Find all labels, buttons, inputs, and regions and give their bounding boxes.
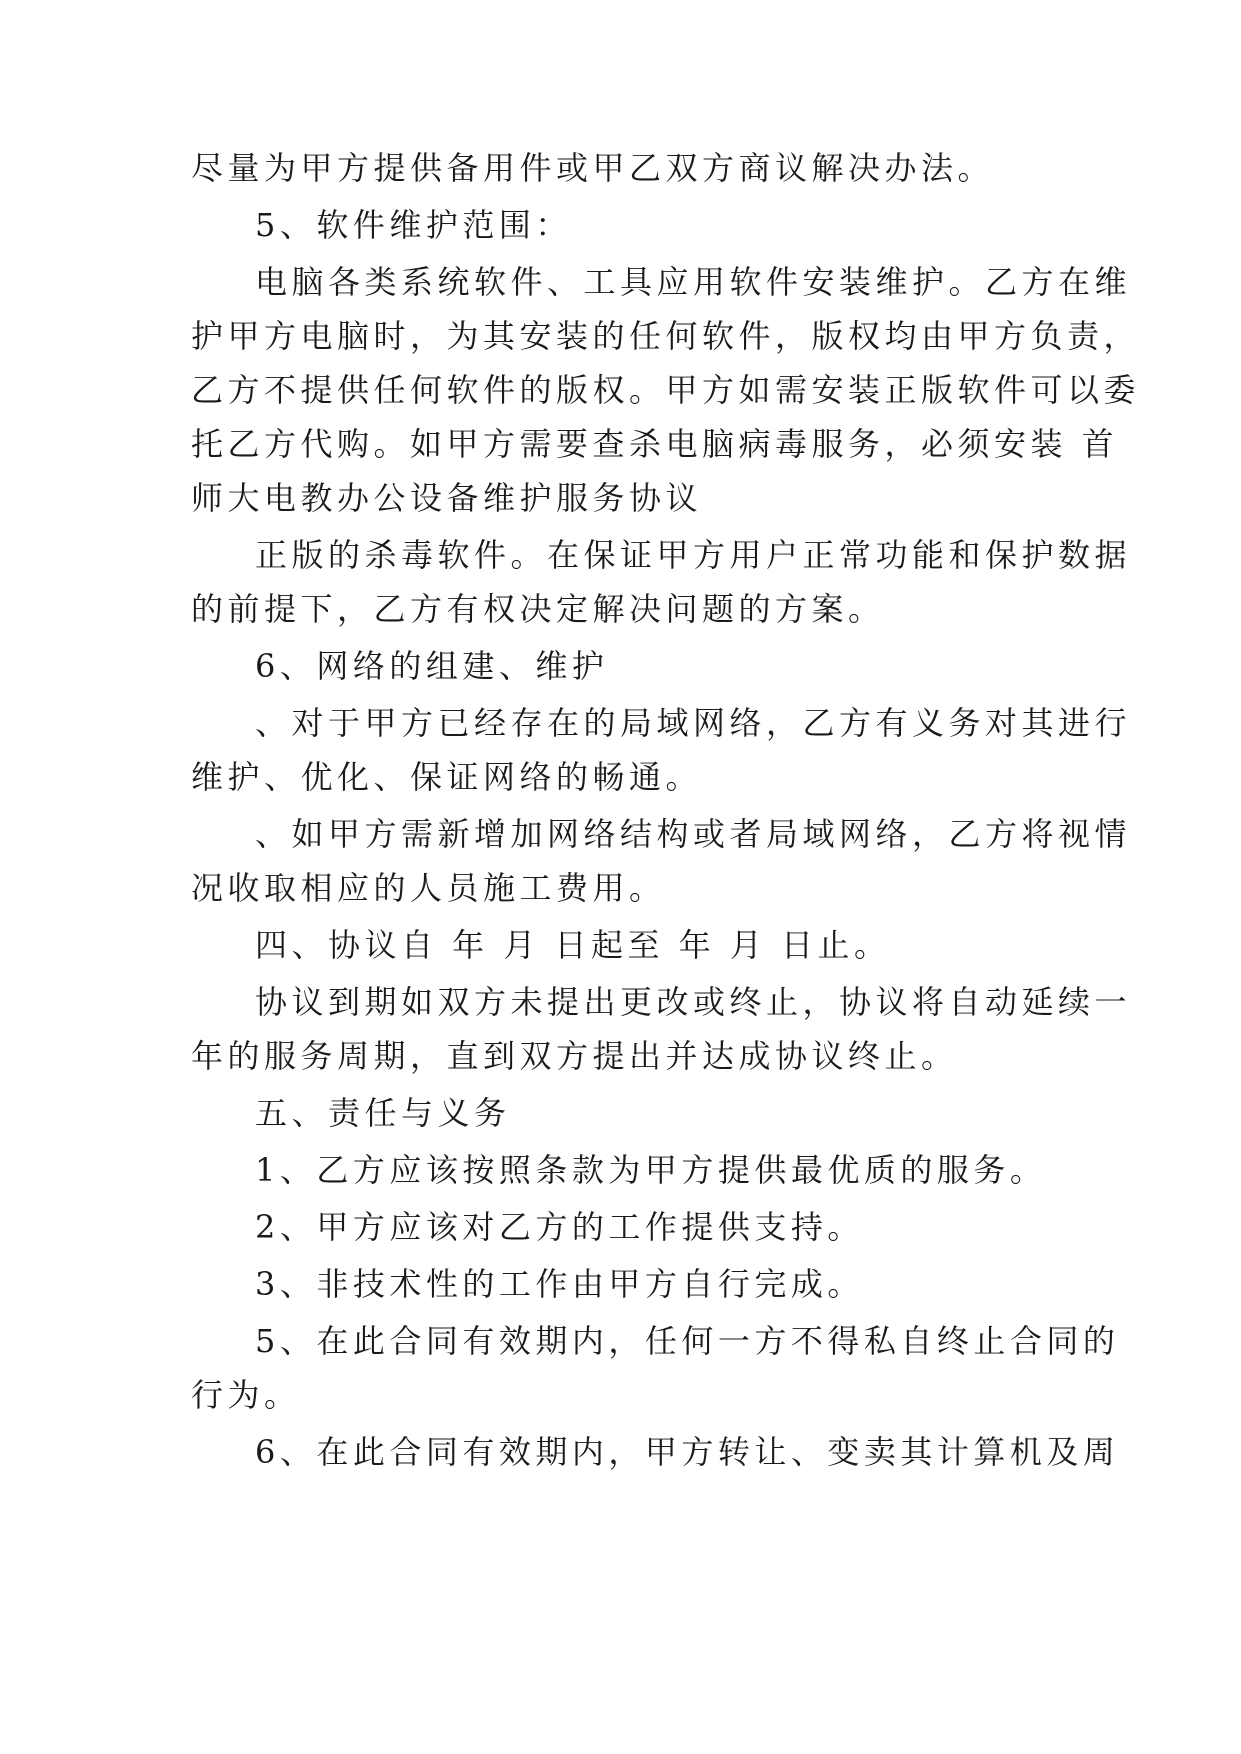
text-line: 维护、优化、保证网络的畅通。 <box>191 758 703 796</box>
text-line: 行为。 <box>191 1376 301 1414</box>
text-line: 年的服务周期，直到双方提出并达成协议终止。 <box>191 1037 958 1075</box>
text-line: 电脑各类系统软件、工具应用软件安装维护。乙方在维 <box>255 263 1132 301</box>
text-line: 正版的杀毒软件。在保证甲方用户正常功能和保护数据 <box>255 536 1132 574</box>
section-heading: 5、软件维护范围： <box>255 206 572 244</box>
text-line: 师大电教办公设备维护服务协议 <box>191 479 703 517</box>
text-line: 护甲方电脑时，为其安装的任何软件，版权均由甲方负责， <box>191 317 1141 355</box>
text-line: 乙方不提供任何软件的版权。甲方如需安装正版软件可以委 <box>191 371 1141 409</box>
text-line: 的前提下，乙方有权决定解决问题的方案。 <box>191 590 885 628</box>
text-line: 尽量为甲方提供备用件或甲乙双方商议解决办法。 <box>191 149 995 187</box>
list-item: 6、在此合同有效期内，甲方转让、变卖其计算机及周 <box>255 1433 1120 1471</box>
list-item: 3、非技术性的工作由甲方自行完成。 <box>255 1265 864 1303</box>
list-item: 5、在此合同有效期内，任何一方不得私自终止合同的 <box>255 1322 1120 1360</box>
text-line: 托乙方代购。如甲方需要查杀电脑病毒服务，必须安装 首 <box>191 425 1119 463</box>
section-heading: 五、责任与义务 <box>255 1094 511 1132</box>
list-item: 1、乙方应该按照条款为甲方提供最优质的服务。 <box>255 1151 1047 1189</box>
text-line: 协议到期如双方未提出更改或终止，协议将自动延续一 <box>255 983 1132 1021</box>
text-line: 况收取相应的人员施工费用。 <box>191 869 666 907</box>
text-line: 、如甲方需新增加网络结构或者局域网络，乙方将视情 <box>255 815 1132 853</box>
section-heading: 6、网络的组建、维护 <box>255 647 609 685</box>
section-heading: 四、协议自 年 月 日起至 年 月 日止。 <box>255 926 891 964</box>
list-item: 2、甲方应该对乙方的工作提供支持。 <box>255 1208 864 1246</box>
text-line: 、对于甲方已经存在的局域网络，乙方有义务对其进行 <box>255 704 1132 742</box>
